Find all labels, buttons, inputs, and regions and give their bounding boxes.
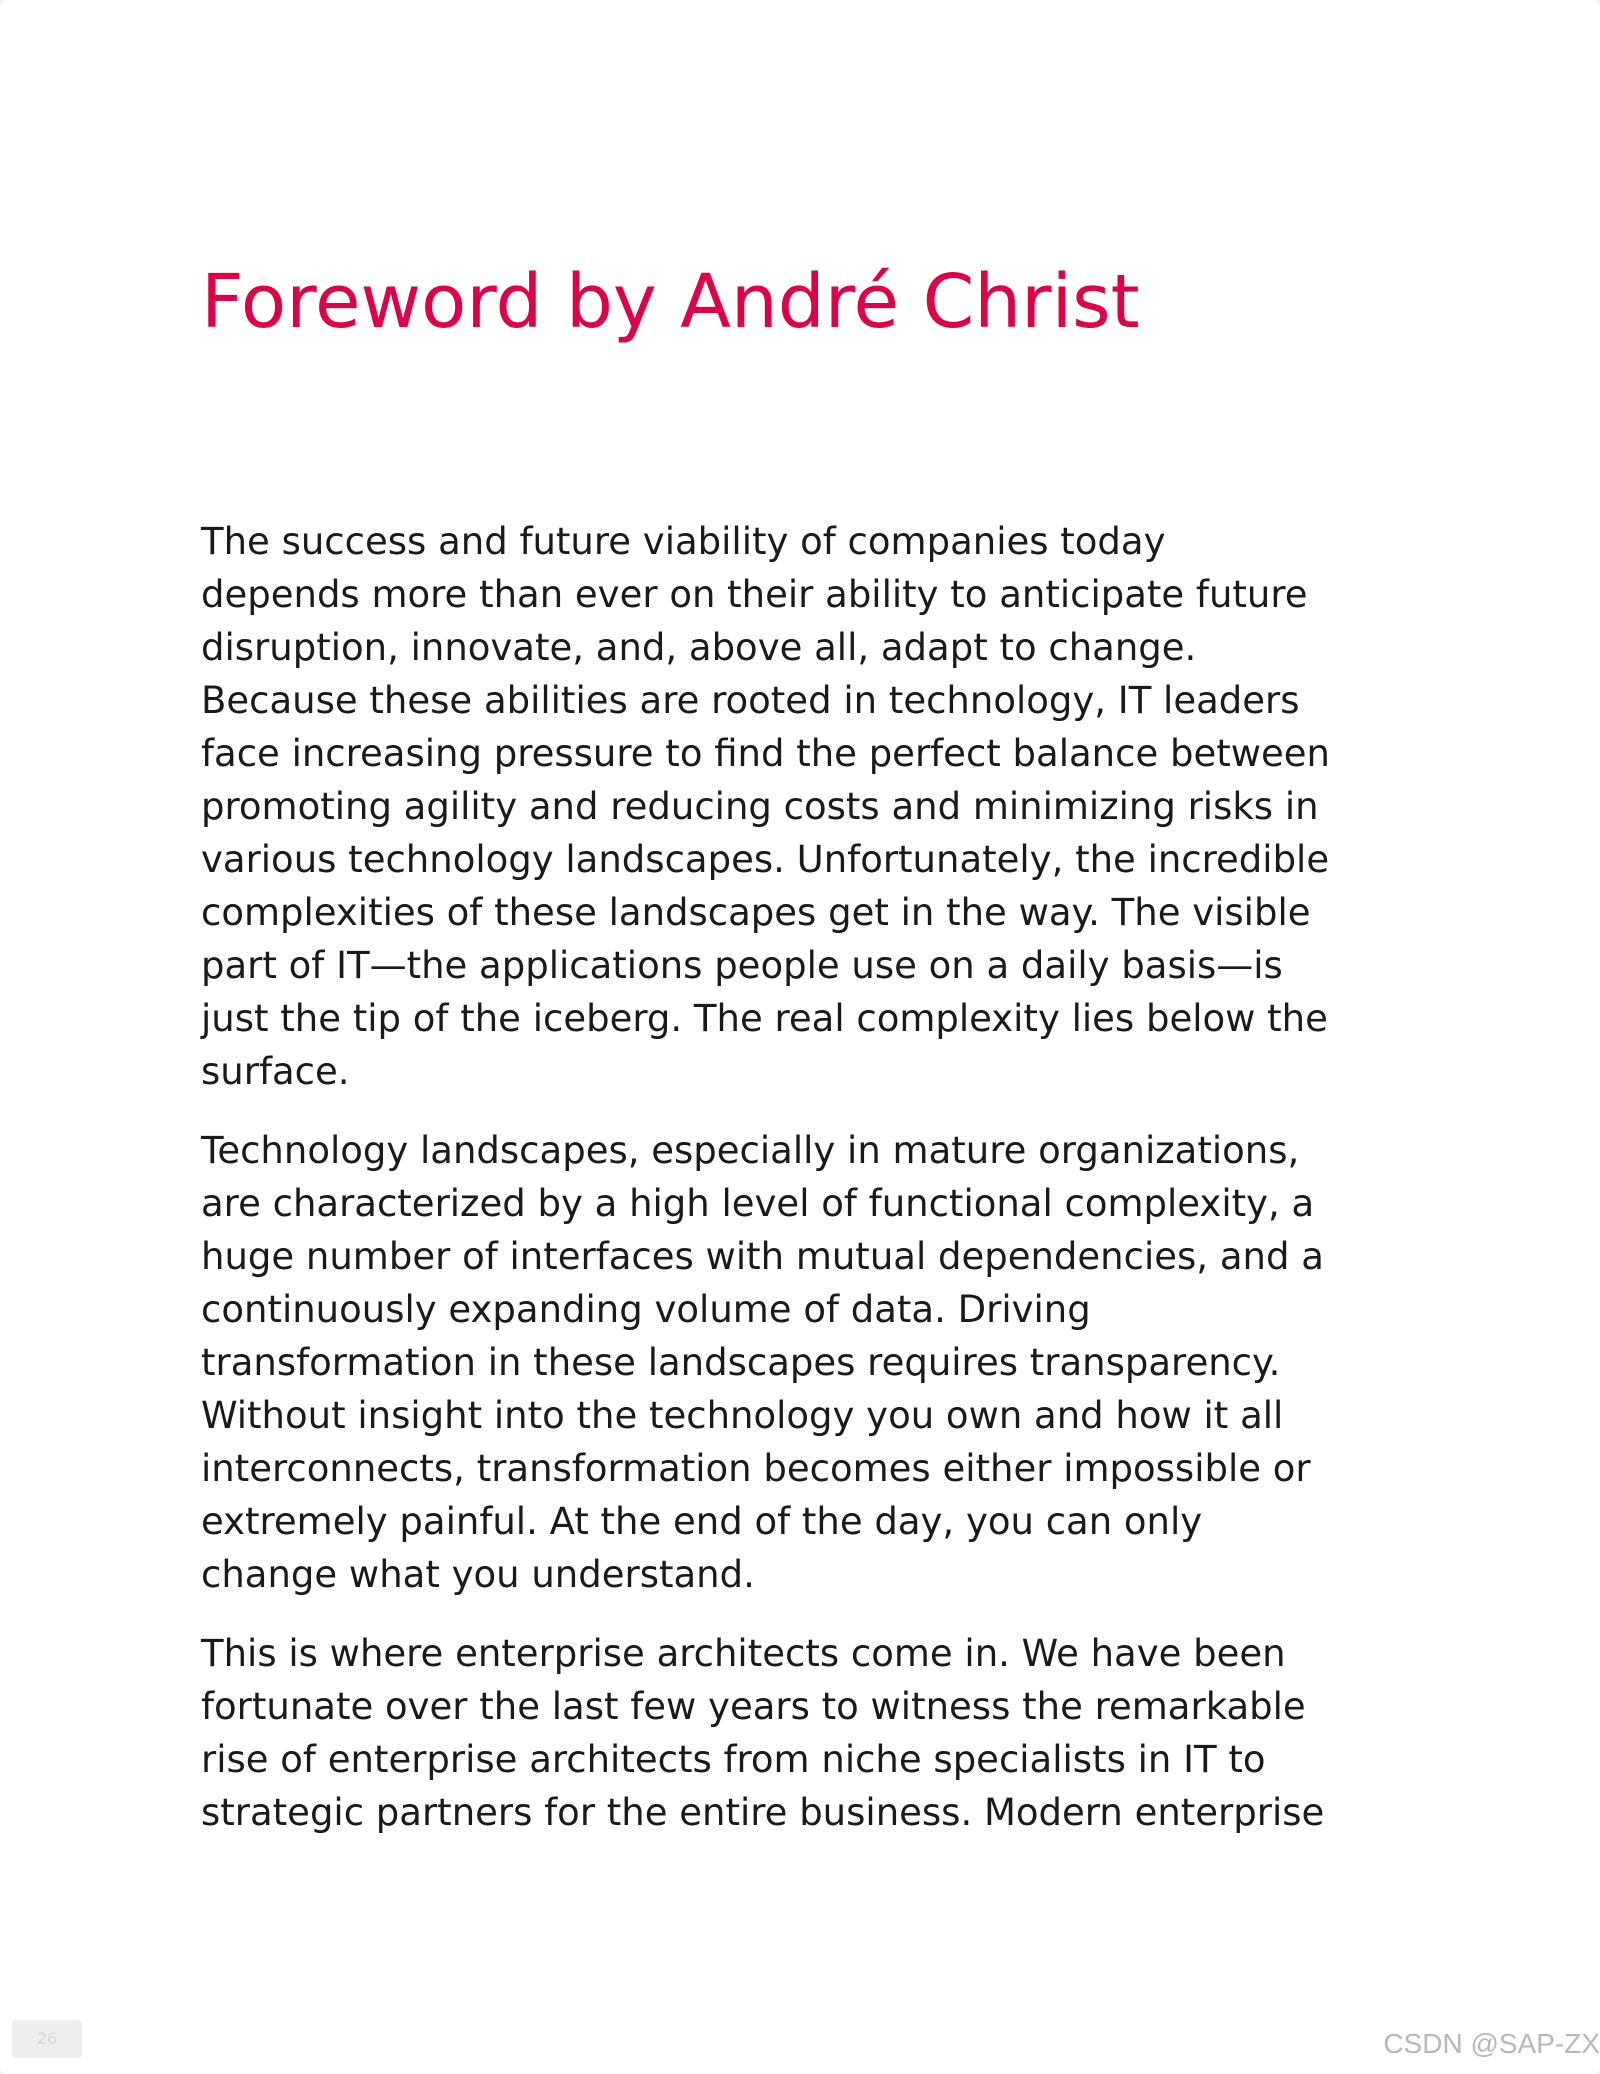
text-line: promoting agility and reducing costs and minimizing risks in	[201, 785, 1319, 828]
text-line: just the tip of the iceberg. The real complexity lies below the	[201, 997, 1328, 1040]
text-line: part of IT—the applications people use on a daily basis—is	[201, 944, 1283, 987]
text-line: strategic partners for the entire business. Modern enterprise	[201, 1791, 1325, 1834]
text-line: Because these abilities are rooted in technology, IT leaders	[201, 679, 1300, 722]
paragraph-2	[201, 1124, 1421, 1601]
text-line: fortunate over the last few years to witness the remarkable	[201, 1685, 1306, 1728]
paragraph-1	[201, 515, 1421, 1098]
text-line: transformation in these landscapes requires transparency.	[201, 1341, 1281, 1384]
text-line: surface.	[201, 1050, 350, 1093]
page-number-badge: 26	[12, 2020, 82, 2058]
paragraph-3	[201, 1627, 1421, 1839]
page-title: Foreword by André Christ	[201, 259, 1140, 345]
watermark: CSDN @SAP-ZX	[1383, 2028, 1600, 2059]
text-line: change what you understand.	[201, 1553, 755, 1596]
text-line: This is where enterprise architects come in. We have been	[201, 1632, 1286, 1675]
text-line: various technology landscapes. Unfortunately, the incredible	[201, 838, 1330, 881]
text-line: disruption, innovate, and, above all, adapt to change.	[201, 626, 1197, 669]
text-line: interconnects, transformation becomes either impossible or	[201, 1447, 1311, 1490]
text-line: extremely painful. At the end of the day, you can only	[201, 1500, 1203, 1543]
text-line: huge number of interfaces with mutual dependencies, and a	[201, 1235, 1324, 1278]
body-text	[201, 515, 1421, 1865]
text-line: depends more than ever on their ability to anticipate future	[201, 573, 1308, 616]
text-line: rise of enterprise architects from niche specialists in IT to	[201, 1738, 1266, 1781]
text-line: continuously expanding volume of data. Driving	[201, 1288, 1091, 1331]
text-line: are characterized by a high level of functional complexity, a	[201, 1182, 1315, 1225]
text-line: The success and future viability of companies today	[201, 520, 1166, 563]
text-line: complexities of these landscapes get in the way. The visible	[201, 891, 1311, 934]
text-line: Technology landscapes, especially in mature organizations,	[201, 1129, 1300, 1172]
text-line: face increasing pressure to find the perfect balance between	[201, 732, 1330, 775]
text-line: Without insight into the technology you own and how it all	[201, 1394, 1284, 1437]
